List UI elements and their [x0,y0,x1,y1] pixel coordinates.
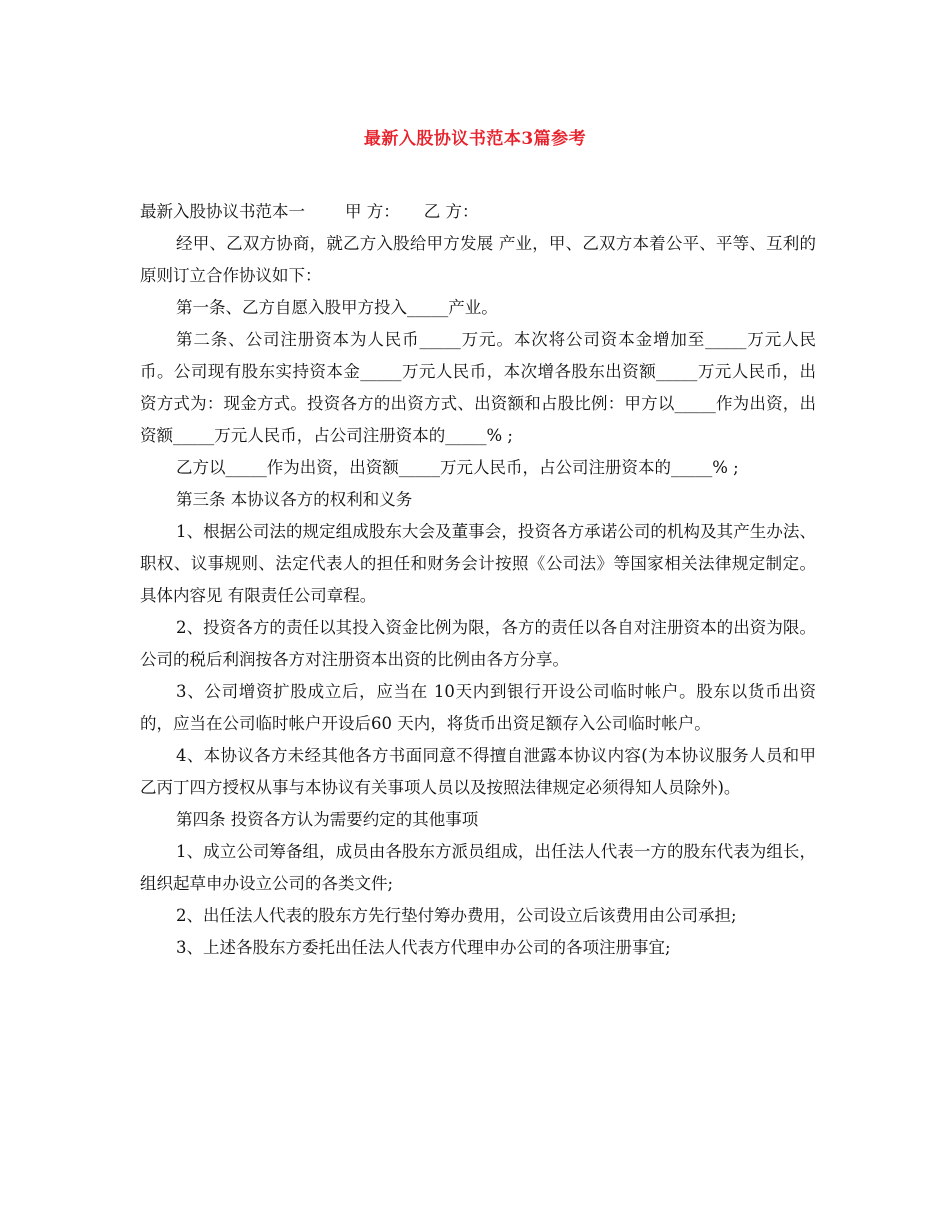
article-3-item-2: 2、投资各方的责任以其投入资金比例为限，各方的责任以各自对注册资本的出资为限。公司的税后利润按各方对注册资本出资的比例由各方分享。 [140,618,816,669]
document-body [140,196,816,964]
intro-heading: 最新入股协议书范本一 [140,202,305,221]
article-3-item-3: 3、公司增资扩股成立后，应当在 10天内到银行开设公司临时帐户。股东以货币出资的，应当在公司临时帐户开设后60 天内，将货币出资足额存入公司临时帐户。 [140,682,816,733]
document-title: 最新入股协议书范本3篇参考 [363,129,587,149]
paragraph-article-2: 第二条、公司注册资本为人民币_____万元。本次将公司资本金增加至_____万元人民币。公司现有股东实持资本金_____万元人民币，本次增各股东出资额_____万元人民币，出资方式为：现金方式。投资各方的出资方式、出资额和占股比例：甲方以_____作为出资，出资额_____万元人民币，占公司注册资本的_____% ; [140,330,816,445]
article-3-item-1: 1、根据公司法的规定组成股东大会及董事会，投资各方承诺公司的机构及其产生办法、职权、议事规则、法定代表人的担任和财务会计按照《公司法》等国家相关法律规定制定。具体内容见 有限责任公司章程。 [140,522,816,605]
paragraph-preamble: 经甲、乙双方协商，就乙方入股给甲方发展 产业，甲、乙双方本着公平、平等、互利的原则订立合作协议如下： [140,234,816,285]
party-a-label: 甲 方： [345,202,400,221]
paragraph-article-1: 第一条、乙方自愿入股甲方投入_____产业。 [176,298,498,317]
article-4-item-2: 2、出任法人代表的股东方先行垫付筹办费用，公司设立后该费用由公司承担; [176,906,737,925]
article-4-item-1: 1、成立公司筹备组，成员由各股东方派员组成，出任法人代表一方的股东代表为组长，组织起草申办设立公司的各类文件; [140,842,816,893]
article-3-heading: 第三条 本协议各方的权利和义务 [176,490,413,509]
intro-line [140,196,816,228]
article-3-item-4: 4、本协议各方未经其他各方书面同意不得擅自泄露本协议内容(为本协议服务人员和甲乙丙丁四方授权从事与本协议有关事项人员以及按照法律规定必须得知人员除外)。 [140,746,816,797]
paragraph-party-b-capital: 乙方以_____作为出资，出资额_____万元人民币，占公司注册资本的_____% ; [176,458,739,477]
party-b-label: 乙 方： [423,202,479,221]
article-4-heading: 第四条 投资各方认为需要约定的其他事项 [176,810,479,829]
article-4-item-3: 3、上述各股东方委托出任法人代表方代理申办公司的各项注册事宜; [176,938,671,957]
